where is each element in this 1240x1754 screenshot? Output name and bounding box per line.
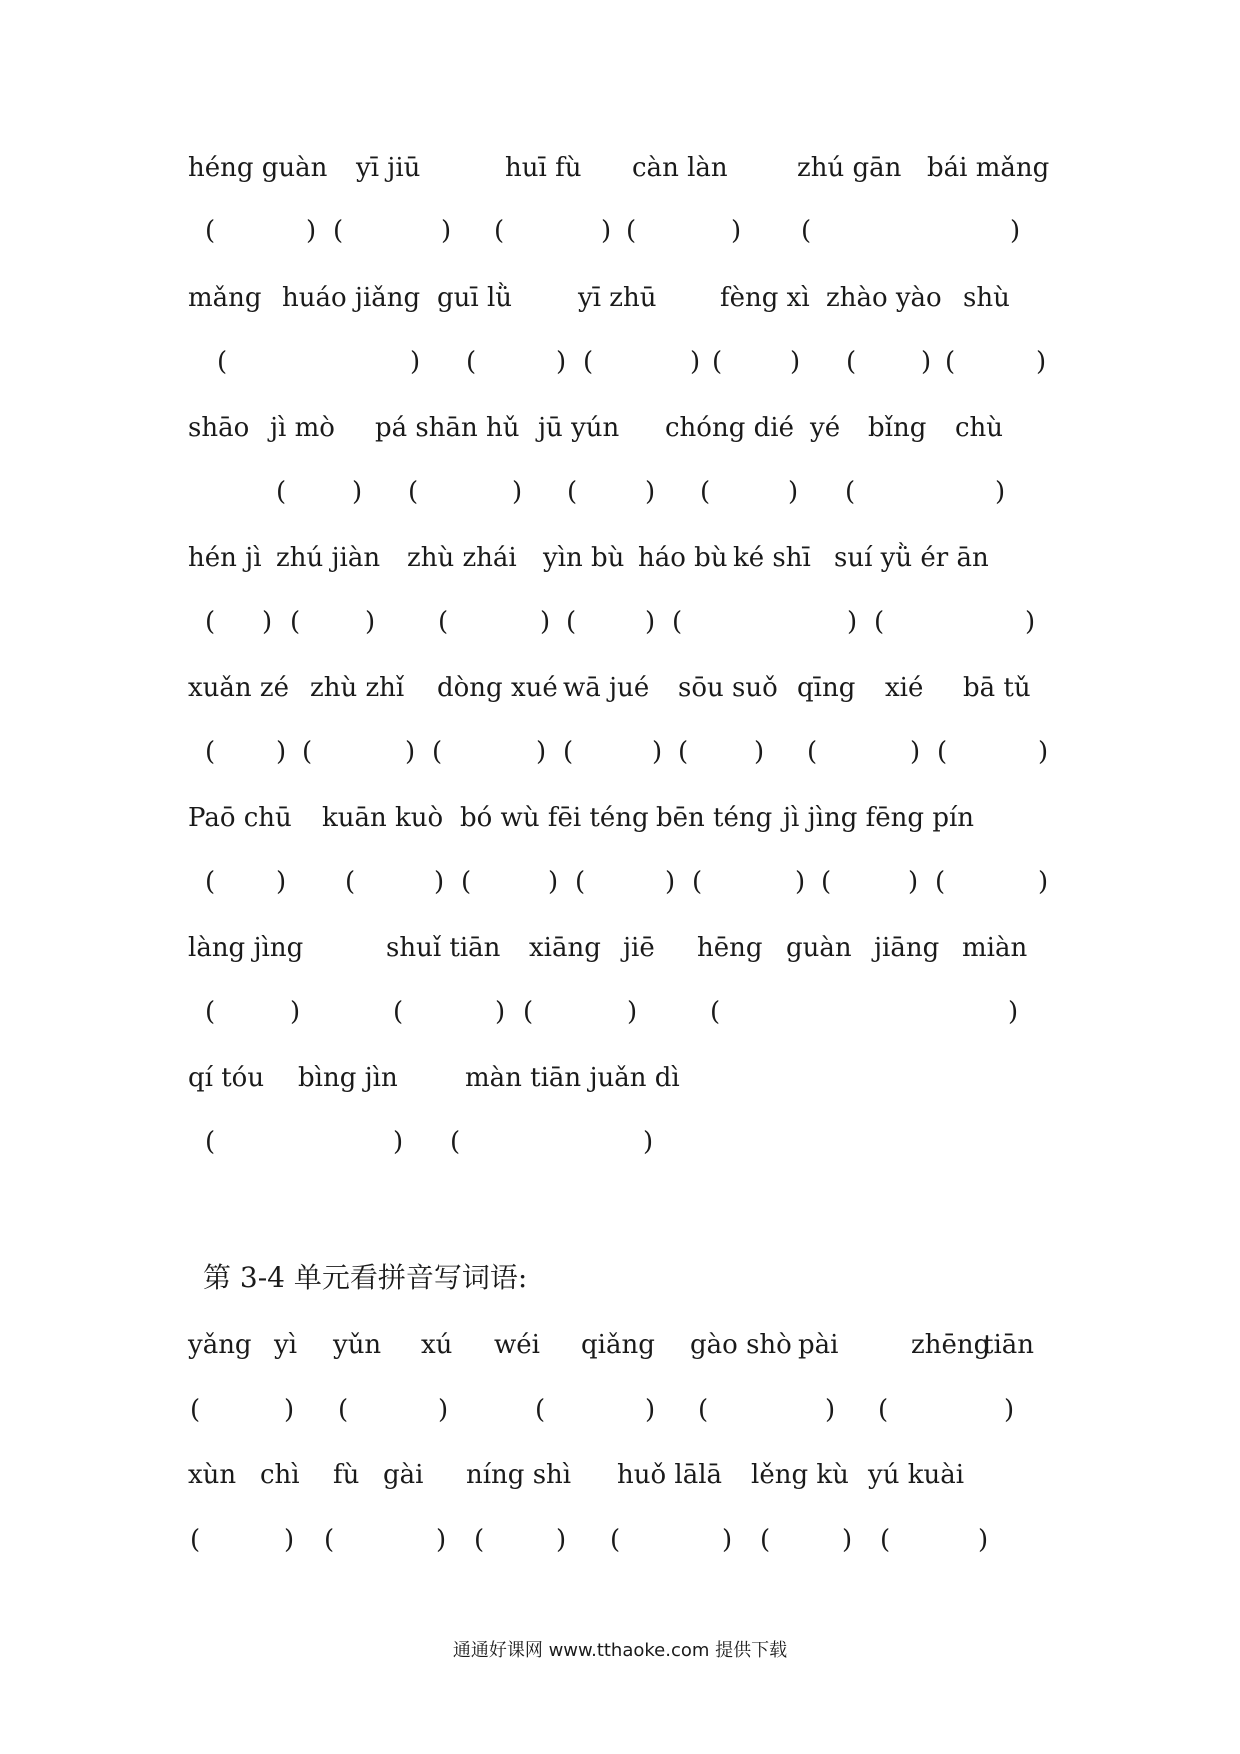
- answer-bracket-open: (: [290, 607, 301, 637]
- answer-bracket-open: (: [626, 216, 637, 246]
- pinyin-word: shāo: [188, 413, 250, 443]
- answer-bracket-open: (: [698, 1395, 709, 1425]
- pinyin-word: huī fù: [505, 153, 582, 183]
- pinyin-word: hén jì: [188, 543, 262, 573]
- pinyin-word: jū yún: [538, 413, 620, 443]
- answer-bracket-open: (: [712, 347, 723, 377]
- pinyin-row-7: [0, 928, 1240, 968]
- pinyin-word: zhù zhǐ: [310, 673, 405, 703]
- section-heading: 第 3-4 单元看拼音写词语:: [203, 1261, 528, 1294]
- pinyin-word: bái mǎng: [927, 153, 1050, 183]
- answer-bracket-open: (: [276, 477, 287, 507]
- pinyin-word: xú: [421, 1330, 453, 1360]
- answer-bracket-open: (: [450, 1127, 461, 1157]
- answer-bracket-close: ): [410, 347, 421, 377]
- answer-bracket-close: ): [284, 1395, 295, 1425]
- answer-bracket-open: (: [205, 216, 216, 246]
- answer-bracket-close: ): [540, 607, 551, 637]
- answer-bracket-open: (: [846, 347, 857, 377]
- answer-bracket-open: (: [760, 1525, 771, 1555]
- answer-bracket-close: ): [842, 1525, 853, 1555]
- answer-bracket-open: (: [821, 867, 832, 897]
- answer-bracket-close: ): [722, 1525, 733, 1555]
- pinyin-word: xuǎn zé: [188, 673, 290, 703]
- pinyin-row-1: [0, 148, 1240, 188]
- answer-bracket-open: (: [432, 737, 443, 767]
- answer-bracket-close: ): [795, 867, 806, 897]
- answer-bracket-open: (: [874, 607, 885, 637]
- answer-bracket-close: ): [847, 607, 858, 637]
- pinyin-word: guàn: [786, 933, 852, 963]
- pinyin-word: shù: [963, 283, 1010, 313]
- answer-bracket-open: (: [466, 347, 477, 377]
- answer-bracket-open: (: [535, 1395, 546, 1425]
- pinyin-word: jiē: [623, 933, 655, 963]
- answer-bracket-open: (: [610, 1525, 621, 1555]
- pinyin-word: yé: [810, 413, 841, 443]
- answer-bracket-open: (: [190, 1395, 201, 1425]
- answer-bracket-open: (: [563, 737, 574, 767]
- pinyin-word: jiāng: [874, 933, 940, 963]
- answer-bracket-close: ): [1004, 1395, 1015, 1425]
- answer-bracket-close: ): [438, 1395, 449, 1425]
- answer-bracket-close: ): [690, 347, 701, 377]
- pinyin-word: bìng jìn: [298, 1063, 398, 1093]
- pinyin-word: xiāng: [529, 933, 601, 963]
- bracket-row-s2-1: [0, 1390, 1240, 1430]
- bracket-row-1: [0, 211, 1240, 251]
- pinyin-word: pài: [798, 1330, 839, 1360]
- bracket-row-2: [0, 342, 1240, 382]
- pinyin-word: suí yǜ ér ān: [834, 543, 989, 573]
- answer-bracket-close: ): [352, 477, 363, 507]
- answer-bracket-open: (: [345, 867, 356, 897]
- answer-bracket-open: (: [205, 737, 216, 767]
- pinyin-word: fù: [333, 1460, 360, 1490]
- pinyin-word: Paō chū: [188, 803, 292, 833]
- answer-bracket-open: (: [205, 607, 216, 637]
- pinyin-word: wéi: [494, 1330, 540, 1360]
- answer-bracket-open: (: [710, 997, 721, 1027]
- answer-bracket-open: (: [324, 1525, 335, 1555]
- pinyin-word: bēn téng: [656, 803, 773, 833]
- answer-bracket-open: (: [205, 997, 216, 1027]
- answer-bracket-close: ): [276, 867, 287, 897]
- answer-bracket-close: ): [978, 1525, 989, 1555]
- answer-bracket-open: (: [878, 1395, 889, 1425]
- answer-bracket-close: ): [788, 477, 799, 507]
- answer-bracket-open: (: [935, 867, 946, 897]
- bracket-row-6: [0, 862, 1240, 902]
- pinyin-word: yǎng: [188, 1330, 252, 1360]
- pinyin-word: yī zhū: [578, 283, 657, 313]
- answer-bracket-close: ): [262, 607, 273, 637]
- pinyin-word: xùn: [188, 1460, 237, 1490]
- answer-bracket-open: (: [217, 347, 228, 377]
- pinyin-word: pá shān hǔ: [375, 413, 520, 443]
- pinyin-word: zhú jiàn: [276, 543, 381, 573]
- answer-bracket-close: ): [365, 607, 376, 637]
- answer-bracket-close: ): [731, 216, 742, 246]
- pinyin-word: zhú gān: [797, 153, 902, 183]
- answer-bracket-open: (: [205, 867, 216, 897]
- pinyin-word: lěng kù: [751, 1460, 849, 1490]
- answer-bracket-close: ): [601, 216, 612, 246]
- pinyin-word: xié: [885, 673, 924, 703]
- answer-bracket-open: (: [937, 737, 948, 767]
- pinyin-word: chóng dié: [665, 413, 794, 443]
- answer-bracket-close: ): [495, 997, 506, 1027]
- answer-bracket-open: (: [302, 737, 313, 767]
- answer-bracket-open: (: [190, 1525, 201, 1555]
- pinyin-word: zhù zhái: [407, 543, 517, 573]
- answer-bracket-close: ): [436, 1525, 447, 1555]
- pinyin-word: càn làn: [632, 153, 728, 183]
- answer-bracket-open: (: [393, 997, 404, 1027]
- answer-bracket-close: ): [665, 867, 676, 897]
- answer-bracket-open: (: [408, 477, 419, 507]
- pinyin-word: dòng xué: [437, 673, 558, 703]
- answer-bracket-open: (: [575, 867, 586, 897]
- pinyin-word: yǔn: [333, 1330, 382, 1360]
- answer-bracket-open: (: [678, 737, 689, 767]
- pinyin-word: yì: [274, 1330, 298, 1360]
- answer-bracket-close: ): [1038, 737, 1049, 767]
- answer-bracket-close: ): [825, 1395, 836, 1425]
- pinyin-row-4: [0, 538, 1240, 578]
- answer-bracket-open: (: [845, 477, 856, 507]
- pinyin-word: jì mò: [270, 413, 335, 443]
- answer-bracket-close: ): [645, 607, 656, 637]
- bracket-row-s2-2: [0, 1520, 1240, 1560]
- pinyin-word: wā jué: [563, 673, 650, 703]
- answer-bracket-open: (: [494, 216, 505, 246]
- answer-bracket-open: (: [205, 1127, 216, 1157]
- pinyin-word: shuǐ tiān: [386, 933, 501, 963]
- bracket-row-4: [0, 602, 1240, 642]
- pinyin-row-2: [0, 278, 1240, 318]
- pinyin-row-3: [0, 408, 1240, 448]
- answer-bracket-close: ): [790, 347, 801, 377]
- pinyin-word: yìn bù: [543, 543, 625, 573]
- pinyin-word: zhēng: [911, 1330, 991, 1360]
- answer-bracket-close: ): [1008, 997, 1019, 1027]
- answer-bracket-close: ): [393, 1127, 404, 1157]
- pinyin-word: bā tǔ: [963, 673, 1031, 703]
- answer-bracket-open: (: [567, 477, 578, 507]
- pinyin-word: qí tóu: [188, 1063, 265, 1093]
- pinyin-word: huáo jiǎng: [282, 283, 421, 313]
- pinyin-row-8: [0, 1058, 1240, 1098]
- answer-bracket-close: ): [405, 737, 416, 767]
- answer-bracket-open: (: [438, 607, 449, 637]
- pinyin-word: yī jiū: [356, 153, 421, 183]
- answer-bracket-close: ): [995, 477, 1006, 507]
- answer-bracket-close: ): [290, 997, 301, 1027]
- pinyin-word: sōu suǒ: [678, 673, 778, 703]
- pinyin-row-s2-1: [0, 1325, 1240, 1365]
- bracket-row-3: [0, 472, 1240, 512]
- answer-bracket-close: ): [434, 867, 445, 897]
- answer-bracket-close: ): [643, 1127, 654, 1157]
- answer-bracket-close: ): [512, 477, 523, 507]
- pinyin-word: tiān: [983, 1330, 1035, 1360]
- pinyin-word: mǎng: [188, 283, 262, 313]
- answer-bracket-open: (: [523, 997, 534, 1027]
- bracket-row-5: [0, 732, 1240, 772]
- pinyin-word: bǐng: [868, 413, 927, 443]
- answer-bracket-close: ): [284, 1525, 295, 1555]
- pinyin-word: huǒ lālā: [617, 1460, 723, 1490]
- answer-bracket-close: ): [556, 1525, 567, 1555]
- pinyin-word: qīng: [797, 673, 856, 703]
- pinyin-word: yú kuài: [868, 1460, 965, 1490]
- pinyin-word: gài: [383, 1460, 424, 1490]
- answer-bracket-close: ): [1025, 607, 1036, 637]
- answer-bracket-close: ): [276, 737, 287, 767]
- answer-bracket-close: ): [908, 867, 919, 897]
- pinyin-word: qiǎng: [581, 1330, 655, 1360]
- answer-bracket-close: ): [1036, 347, 1047, 377]
- pinyin-word: miàn: [962, 933, 1028, 963]
- answer-bracket-close: ): [910, 737, 921, 767]
- answer-bracket-open: (: [338, 1395, 349, 1425]
- bracket-row-8: [0, 1122, 1240, 1162]
- bracket-row-7: [0, 992, 1240, 1032]
- pinyin-word: chù: [955, 413, 1004, 443]
- answer-bracket-close: ): [921, 347, 932, 377]
- answer-bracket-open: (: [583, 347, 594, 377]
- answer-bracket-close: ): [1038, 867, 1049, 897]
- answer-bracket-open: (: [801, 216, 812, 246]
- pinyin-word: bó wù fēi téng: [460, 803, 649, 833]
- pinyin-word: fèng xì: [720, 283, 810, 313]
- answer-bracket-open: (: [880, 1525, 891, 1555]
- pinyin-word: ké shī: [733, 543, 811, 573]
- answer-bracket-open: (: [692, 867, 703, 897]
- answer-bracket-close: ): [627, 997, 638, 1027]
- answer-bracket-close: ): [556, 347, 567, 377]
- pinyin-word: kuān kuò: [322, 803, 444, 833]
- answer-bracket-close: ): [754, 737, 765, 767]
- answer-bracket-open: (: [461, 867, 472, 897]
- answer-bracket-open: (: [672, 607, 683, 637]
- pinyin-word: gào shò: [690, 1330, 792, 1360]
- answer-bracket-close: ): [536, 737, 547, 767]
- answer-bracket-open: (: [566, 607, 577, 637]
- pinyin-word: guī lǜ: [437, 283, 513, 313]
- answer-bracket-open: (: [474, 1525, 485, 1555]
- answer-bracket-close: ): [548, 867, 559, 897]
- pinyin-word: héng guàn: [188, 153, 328, 183]
- pinyin-word: chì: [260, 1460, 300, 1490]
- answer-bracket-close: ): [441, 216, 452, 246]
- pinyin-word: màn tiān juǎn dì: [465, 1063, 680, 1093]
- answer-bracket-open: (: [333, 216, 344, 246]
- answer-bracket-close: ): [652, 737, 663, 767]
- answer-bracket-close: ): [645, 477, 656, 507]
- page-footer: 通通好课网 www.tthaoke.com 提供下载: [452, 1640, 788, 1661]
- pinyin-row-5: [0, 668, 1240, 708]
- pinyin-word: zhào yào: [826, 283, 942, 313]
- pinyin-word: háo bù: [638, 543, 728, 573]
- answer-bracket-open: (: [700, 477, 711, 507]
- answer-bracket-close: ): [306, 216, 317, 246]
- pinyin-word: hēng: [697, 933, 763, 963]
- answer-bracket-close: ): [645, 1395, 656, 1425]
- pinyin-word: jì jìng fēng pín: [783, 803, 975, 833]
- answer-bracket-close: ): [1010, 216, 1021, 246]
- pinyin-word: níng shì: [466, 1460, 572, 1490]
- pinyin-row-6: [0, 798, 1240, 838]
- answer-bracket-open: (: [807, 737, 818, 767]
- pinyin-row-s2-2: [0, 1455, 1240, 1495]
- answer-bracket-open: (: [945, 347, 956, 377]
- pinyin-word: làng jìng: [188, 933, 304, 963]
